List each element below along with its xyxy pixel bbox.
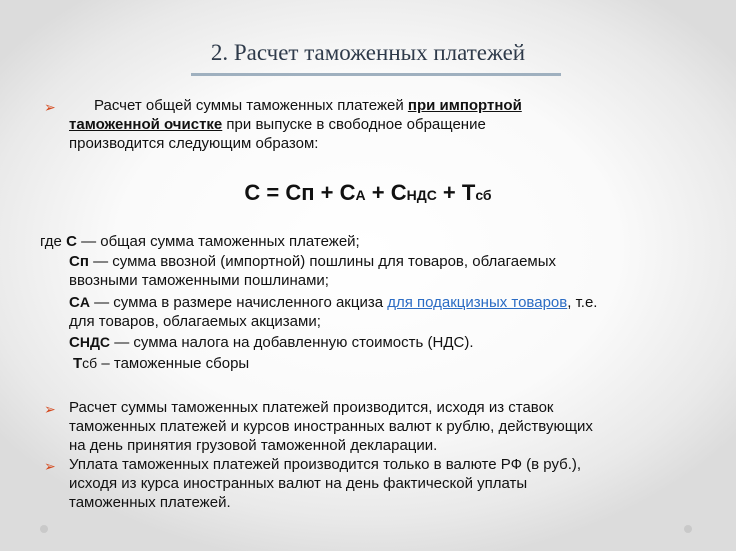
def-c [40,233,360,250]
def-cp-text: — сумма ввозной (импортной) пошлины для товаров, облагаемых [88,253,557,270]
arrow-bullet-icon: ➢ [44,99,56,115]
def-cp-line1 [69,253,556,270]
intro-emphasis-cont: таможенной очистке [69,116,223,133]
excise-goods-link[interactable]: для подакцизных товаров [387,294,568,311]
arrow-bullet-icon: ➢ [44,458,56,474]
bullet2-line3: на день принятия грузовой таможенной декларации. [69,437,438,454]
def-cp-symbol: Сп [69,253,89,270]
decor-dot-left [40,525,48,533]
def-cnds: СНДС — сумма налога на добавленную стоимость (НДС). [69,334,474,351]
intro-text-2: при выпуске в свободное обращение [222,116,486,133]
formula: С = Сп + СА + СНДС + Тсб [244,180,492,205]
decor-dot-right [684,525,692,533]
bullet2-line1: Расчет суммы таможенных платежей производится, исходя из ставок [69,399,554,416]
intro-line-3: производится следующим образом: [69,135,319,152]
def-ca-line2: для товаров, облагаемых акцизами; [69,313,321,330]
def-prefix: где [40,233,67,250]
title-underline [191,73,561,76]
arrow-bullet-icon: ➢ [44,401,56,417]
bullet3-line3: таможенных платежей. [69,494,231,511]
bullet2-line2: таможенных платежей и курсов иностранных валют к рублю, действующих [69,418,593,435]
intro-emphasis: при импортной [407,97,522,114]
bullet3-line1: Уплата таможенных платежей производится только в валюте РФ (в руб.), [69,456,582,473]
def-c-text: — общая сумма таможенных платежей; [76,233,360,250]
intro-line-1 [94,97,522,114]
def-ca-text-end: , т.е. [567,294,598,311]
def-tsb-text: – таможенные сборы [97,355,250,372]
def-tsb: Тсб – таможенные сборы [73,355,250,372]
slide-title: 2. Расчет таможенных платежей [210,40,526,65]
intro-text: Расчет общей суммы таможенных платежей [94,97,408,114]
def-ca-line1: СА — сумма в размере начисленного акциза для подакцизных товаров, т.е. [69,294,598,311]
intro-line-2 [69,116,486,133]
def-ca-text: — сумма в размере начисленного акциза [89,294,388,311]
def-cnds-text: — сумма налога на добавленную стоимость (НДС). [110,334,474,351]
bullet3-line2: исходя из курса иностранных валют на день фактической уплаты [69,475,528,492]
def-cp-line2: ввозными таможенными пошлинами; [69,272,329,289]
def-c-symbol: С [66,233,77,250]
